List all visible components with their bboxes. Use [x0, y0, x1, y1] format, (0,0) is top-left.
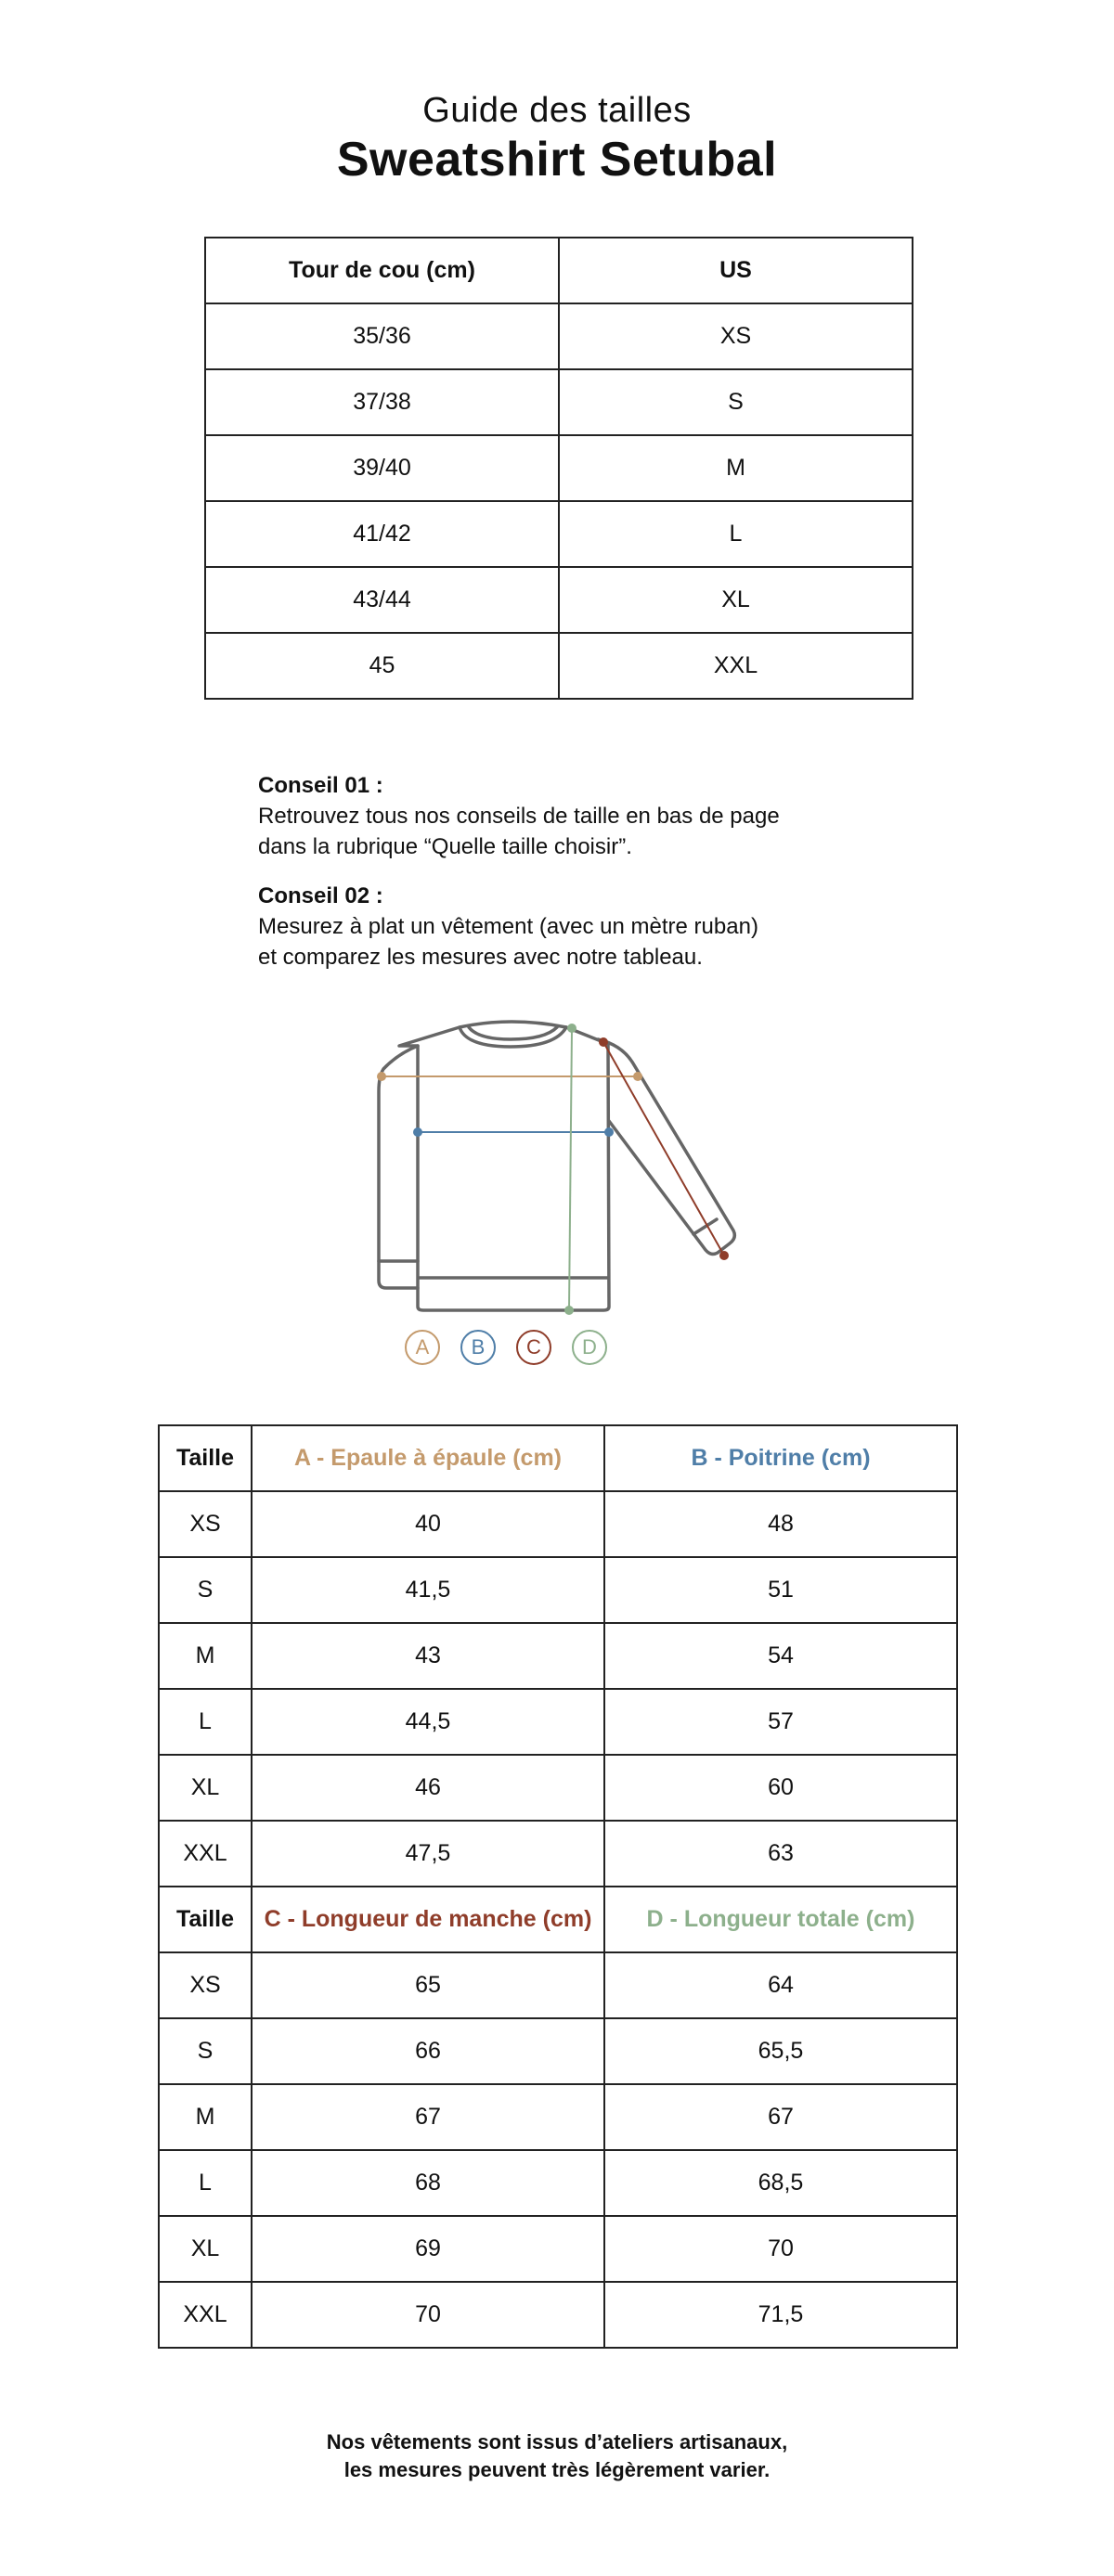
- table-row: [205, 369, 913, 435]
- table-row: [159, 1623, 957, 1689]
- table-cell: 65: [252, 1952, 604, 2018]
- table-cell: 48: [604, 1491, 957, 1557]
- table-cell: S: [559, 369, 913, 435]
- table-cell: L: [159, 2150, 252, 2216]
- table-cell: 65,5: [604, 2018, 957, 2084]
- table-cell: 43: [252, 1623, 604, 1689]
- table-cell: 70: [252, 2282, 604, 2348]
- table-row: [205, 303, 913, 369]
- page-subtitle: Guide des tailles: [422, 91, 692, 130]
- table-cell: 51: [604, 1557, 957, 1623]
- table-row: [159, 1689, 957, 1755]
- table-cell: 69: [252, 2216, 604, 2282]
- legend-c-icon: C: [516, 1330, 551, 1365]
- header-cell-chest: B - Poitrine (cm): [604, 1425, 957, 1491]
- table-row: [205, 567, 913, 633]
- table-cell: L: [559, 501, 913, 567]
- table-header-row: [205, 238, 913, 303]
- header-cell-size: Taille: [159, 1887, 252, 1952]
- table-cell: 70: [604, 2216, 957, 2282]
- table-cell: 63: [604, 1821, 957, 1887]
- measurement-table: [158, 1424, 958, 2349]
- sweatshirt-outline: [379, 1022, 734, 1310]
- table-cell: 41/42: [205, 501, 559, 567]
- table-row: [205, 501, 913, 567]
- table-cell: 35/36: [205, 303, 559, 369]
- table-row: [159, 1821, 957, 1887]
- tip-text: et comparez les mesures avec notre tableau.: [258, 945, 703, 970]
- table-cell: 43/44: [205, 567, 559, 633]
- header-cell-us: US: [559, 238, 913, 303]
- table-cell: XXL: [159, 2282, 252, 2348]
- legend-d-icon: D: [572, 1330, 607, 1365]
- table-cell: 40: [252, 1491, 604, 1557]
- table-header-row: [159, 1425, 957, 1491]
- neck-size-table: [204, 237, 913, 700]
- table-cell: XS: [159, 1491, 252, 1557]
- table-cell: XL: [159, 2216, 252, 2282]
- measure-line-d: [564, 1024, 576, 1315]
- header-cell-length: D - Longueur totale (cm): [604, 1887, 957, 1952]
- page-title: Sweatshirt Setubal: [336, 133, 778, 187]
- tip-text: Retrouvez tous nos conseils de taille en bas de page: [258, 804, 780, 829]
- tip-title: Conseil 02 :: [258, 883, 383, 908]
- footer-line: Nos vêtements sont issus d’ateliers artisanaux,: [326, 2430, 788, 2454]
- table-row: [205, 633, 913, 699]
- table-cell: 57: [604, 1689, 957, 1755]
- table-cell: 71,5: [604, 2282, 957, 2348]
- table-row: [205, 435, 913, 501]
- table-cell: 37/38: [205, 369, 559, 435]
- measure-line-c: [599, 1037, 729, 1260]
- sweatshirt-measurement-diagram: [353, 1011, 761, 1373]
- table-cell: M: [159, 2084, 252, 2150]
- table-cell: 39/40: [205, 435, 559, 501]
- header-cell-shoulder: A - Epaule à épaule (cm): [252, 1425, 604, 1491]
- legend-a-icon: A: [405, 1330, 440, 1365]
- table-cell: S: [159, 1557, 252, 1623]
- table-cell: 66: [252, 2018, 604, 2084]
- header-cell-sleeve: C - Longueur de manche (cm): [252, 1887, 604, 1952]
- legend-b-icon: B: [460, 1330, 496, 1365]
- table-cell: XS: [559, 303, 913, 369]
- table-cell: 41,5: [252, 1557, 604, 1623]
- table-row: [159, 1952, 957, 2018]
- table-cell: XL: [559, 567, 913, 633]
- tip-block-1: [258, 770, 908, 862]
- table-cell: 68,5: [604, 2150, 957, 2216]
- table-row: [159, 2216, 957, 2282]
- table-row: [159, 2150, 957, 2216]
- table-row: [159, 1557, 957, 1623]
- header-cell-neck: Tour de cou (cm): [205, 238, 559, 303]
- table-cell: 64: [604, 1952, 957, 2018]
- table-cell: 54: [604, 1623, 957, 1689]
- table-cell: S: [159, 2018, 252, 2084]
- tip-text: dans la rubrique “Quelle taille choisir”.: [258, 834, 632, 859]
- tip-text: Mesurez à plat un vêtement (avec un mètre ruban): [258, 914, 758, 939]
- tip-block-2: [258, 881, 908, 972]
- table-cell: XS: [159, 1952, 252, 2018]
- table-row: [159, 2018, 957, 2084]
- table-cell: 60: [604, 1755, 957, 1821]
- table-row: [159, 2084, 957, 2150]
- table-header-row: [159, 1887, 957, 1952]
- table-cell: M: [559, 435, 913, 501]
- table-row: [159, 2282, 957, 2348]
- table-cell: 67: [604, 2084, 957, 2150]
- table-cell: 46: [252, 1755, 604, 1821]
- table-cell: XXL: [559, 633, 913, 699]
- table-cell: 45: [205, 633, 559, 699]
- table-cell: 67: [252, 2084, 604, 2150]
- table-cell: XXL: [159, 1821, 252, 1887]
- table-row: [159, 1755, 957, 1821]
- table-cell: 68: [252, 2150, 604, 2216]
- table-cell: 44,5: [252, 1689, 604, 1755]
- table-cell: L: [159, 1689, 252, 1755]
- footer-line: les mesures peuvent très légèrement varier.: [343, 2458, 771, 2481]
- table-cell: XL: [159, 1755, 252, 1821]
- table-cell: 47,5: [252, 1821, 604, 1887]
- tip-title: Conseil 01 :: [258, 773, 383, 798]
- measure-line-b: [413, 1127, 614, 1137]
- footer-note: [0, 2428, 1114, 2484]
- table-row: [159, 1491, 957, 1557]
- table-cell: M: [159, 1623, 252, 1689]
- header-cell-size: Taille: [159, 1425, 252, 1491]
